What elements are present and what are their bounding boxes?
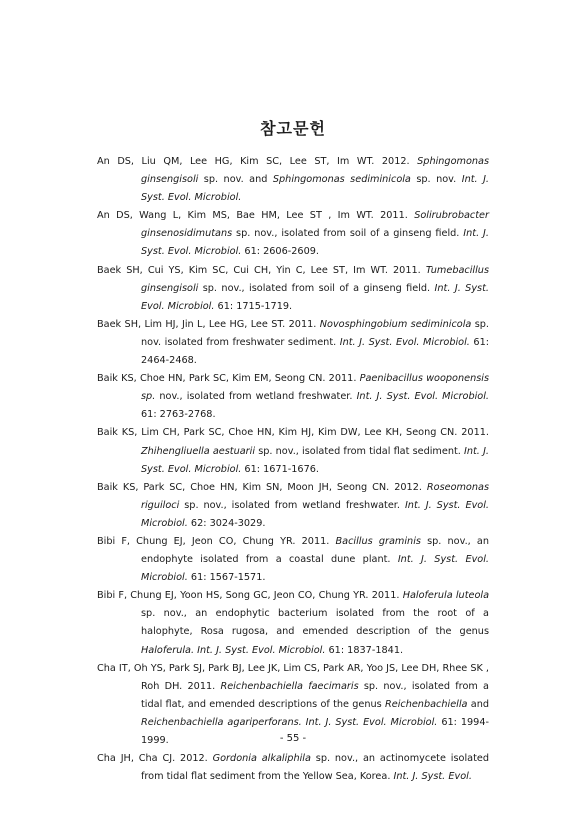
reference-italic-text: Int. J. Syst. Evol. Microbiol. bbox=[339, 336, 470, 348]
reference-entry bbox=[97, 587, 489, 659]
reference-italic-text: Int. J. Syst. Evol. Microbiol. bbox=[141, 554, 489, 584]
reference-text: 61: 2464-2468. bbox=[141, 336, 489, 367]
reference-italic-text: Int. J. Syst. Evol. Microbiol. bbox=[141, 445, 489, 475]
reference-italic-text: Haloferula. Int. J. Syst. Evol. Microbiol. bbox=[141, 644, 326, 656]
reference-entry bbox=[97, 370, 489, 424]
reference-italic-text: Gordonia alkaliphila bbox=[212, 753, 311, 765]
reference-italic-text: Solirubrobacter ginsenosidimutans bbox=[141, 210, 489, 240]
reference-text: sp. nov. and bbox=[198, 174, 273, 186]
reference-italic-text: Sphingomonas sediminicola bbox=[272, 174, 411, 186]
reference-italic-text: Roseomonas riguiloci bbox=[141, 481, 489, 511]
reference-text: sp. nov., isolated from tidal flat sediment. bbox=[255, 445, 465, 457]
reference-text: Baek SH, Lim HJ, Jin L, Lee HG, Lee ST. 2011. bbox=[97, 318, 320, 330]
reference-italic-text: Tumebacillus ginsengisoli bbox=[141, 264, 489, 294]
reference-text: 61: 1671-1676. bbox=[241, 463, 319, 475]
reference-text: 61: 1715-1719. bbox=[214, 300, 293, 312]
reference-entry bbox=[97, 316, 489, 370]
reference-text: An DS, Liu QM, Lee HG, Kim SC, Lee ST, Im WT. 2012. bbox=[97, 156, 418, 167]
reference-text: sp. nov., isolated from wetland freshwater. bbox=[179, 499, 405, 511]
reference-italic-text: Int. J. Syst. Evol. Microbiol. bbox=[141, 282, 489, 312]
reference-text: 61: 2606-2609. bbox=[241, 246, 319, 258]
reference-text: Baik KS, Choe HN, Park SC, Kim EM, Seong CN. 2011. bbox=[97, 373, 360, 385]
reference-text: Bibi F, Chung EJ, Jeon CO, Chung YR. 2011. bbox=[97, 535, 336, 547]
page-number: - 55 - bbox=[279, 733, 307, 744]
reference-text: sp. nov., isolated from soil of a ginseng field. bbox=[198, 282, 435, 294]
reference-italic-text: Reichenbachiella faecimaris bbox=[220, 680, 359, 692]
reference-italic-text: Reichenbachiella agariperforans. Int. J. Syst. Evol. Microbiol. bbox=[141, 716, 438, 728]
reference-entry bbox=[97, 262, 489, 316]
reference-entry bbox=[97, 153, 489, 207]
reference-text: sp. nov., isolated from soil of a ginseng field. bbox=[232, 228, 464, 240]
reference-text: sp. nov., an endophyte isolated from a coastal dune plant. bbox=[141, 535, 489, 566]
reference-text: 61: 1837-1841. bbox=[325, 644, 404, 656]
reference-italic-text: Bacillus graminis bbox=[335, 535, 421, 547]
reference-text: 61: 1567-1571. bbox=[187, 572, 266, 584]
reference-text: 61: 2763-2768. bbox=[141, 409, 216, 421]
reference-text: nov., isolated from wetland freshwater. bbox=[155, 391, 357, 403]
reference-text: sp. nov., an actinomycete isolated from tidal flat sediment from the Yellow Sea, Korea. bbox=[141, 753, 489, 783]
reference-entry bbox=[97, 750, 489, 786]
reference-italic-text: Int. J. Syst. Evol. Microbiol. bbox=[141, 174, 490, 204]
reference-text: Baik KS, Park SC, Choe HN, Kim SN, Moon JH, Seong CN. 2012. bbox=[97, 481, 427, 493]
reference-text: Baik KS, Lim CH, Park SC, Choe HN, Kim HJ, Kim DW, Lee KH, Seong CN. 2011. bbox=[97, 427, 489, 439]
page-title: 참고문헌 bbox=[260, 119, 326, 138]
reference-italic-text: Paenibacillus wooponensis sp. bbox=[141, 373, 490, 403]
reference-entry bbox=[97, 479, 489, 533]
reference-italic-text: Sphingomonas ginsengisoli bbox=[141, 156, 489, 186]
reference-text: Bibi F, Chung EJ, Yoon HS, Song GC, Jeon CO, Chung YR. 2011. bbox=[97, 590, 403, 602]
reference-text: 62: 3024-3029. bbox=[187, 517, 266, 529]
reference-italic-text: Reichenbachiella bbox=[385, 698, 468, 710]
reference-entry bbox=[97, 533, 489, 587]
reference-text: An DS, Wang L, Kim MS, Bae HM, Lee ST , Im WT. 2011. bbox=[97, 210, 415, 222]
reference-text: sp. nov., an endophytic bacterium isolated from the root of a halophyte, Rosa rugosa, and emended description of the genus bbox=[141, 608, 489, 638]
reference-list bbox=[97, 153, 489, 786]
reference-italic-text: Int. J. Syst. Evol. Microbiol. bbox=[356, 391, 489, 403]
reference-italic-text: Haloferula luteola bbox=[402, 590, 490, 602]
reference-text: sp. nov. isolated from freshwater sediment. bbox=[141, 318, 490, 348]
reference-text: 61: 1994-1999. bbox=[141, 716, 489, 746]
reference-entry bbox=[97, 424, 489, 478]
reference-italic-text: Zhihengliuella aestuarii bbox=[141, 445, 256, 457]
reference-text: sp. nov., isolated from a tidal flat, and emended descriptions of the genus bbox=[141, 680, 489, 710]
reference-text: and bbox=[467, 698, 489, 710]
reference-italic-text: Novosphingobium sediminicola bbox=[319, 318, 472, 330]
reference-text: Cha JH, Cha CJ. 2012. bbox=[97, 753, 213, 765]
reference-italic-text: Int. J. Syst. Evol. bbox=[393, 771, 472, 783]
reference-entry bbox=[97, 207, 489, 261]
reference-italic-text: Int. J. Syst. Evol. Microbiol. bbox=[141, 499, 489, 529]
reference-text: Baek SH, Cui YS, Kim SC, Cui CH, Yin C, Lee ST, Im WT. 2011. bbox=[97, 264, 426, 276]
reference-text: Cha IT, Oh YS, Park SJ, Park BJ, Lee JK, Lim CS, Park AR, Yoo JS, Lee DH, Rhee SK , Roh DH. 2011. bbox=[97, 662, 489, 692]
reference-italic-text: Int. J. Syst. Evol. Microbiol. bbox=[141, 228, 489, 258]
reference-text: sp. nov. bbox=[410, 174, 462, 186]
